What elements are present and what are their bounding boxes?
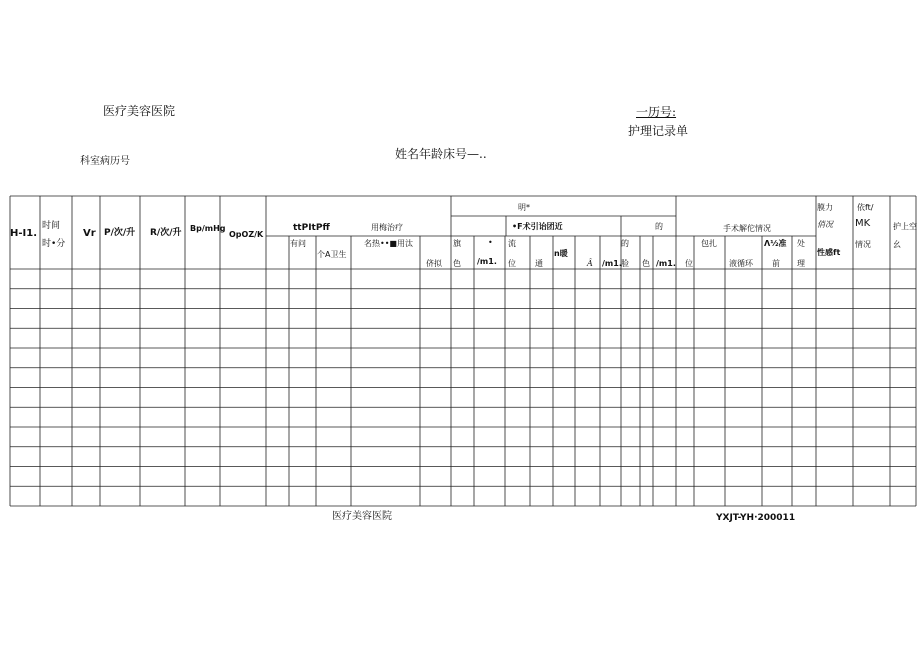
header-color2: 色: [642, 259, 650, 268]
header-m1b: /m1.: [602, 259, 622, 268]
header-wei2: 位: [685, 259, 693, 268]
patient-info-line: 姓名年龄床号—..: [395, 147, 487, 161]
header-surgery: 手术解佗情况: [723, 224, 771, 233]
footer-form-code: YXJT-YH·200011: [716, 513, 796, 523]
header-half: Λ½准: [764, 239, 787, 248]
header-right4: 护上空: [893, 222, 917, 231]
header-medication-sub2: 侪拟: [426, 259, 442, 268]
header-n-nuan: n暖: [554, 249, 568, 258]
header-baozha: 包扎: [701, 239, 717, 248]
header-blood-pressure: Bp/mHg: [190, 224, 226, 233]
footer-hospital-name: 医疗美容医院: [332, 511, 392, 522]
header-liquid-circulation: 液循环: [729, 259, 753, 268]
header-pulse: P/次/升: [104, 228, 136, 238]
history-number-label: 一历号:: [636, 105, 677, 119]
header-flag: 旗: [453, 239, 461, 248]
header-right3: 情况: [855, 240, 871, 249]
header-wei1: 位: [508, 259, 516, 268]
header-qian: 前: [772, 259, 780, 268]
header-respiration: R/次/升: [150, 228, 182, 238]
header-spo2: OpOZ/K: [229, 230, 264, 239]
header-right1: 依ft/: [857, 203, 874, 212]
department-line: 科室病历号: [80, 156, 130, 167]
header-tong: 通: [535, 259, 543, 268]
header-ttp-sub2: 个A卫生: [317, 250, 347, 259]
header-liu: 流: [508, 239, 516, 248]
header-medication: 用梅治疗: [371, 223, 403, 232]
header-time-bottom: 时•分: [42, 239, 66, 249]
header-mo: 膜力: [817, 203, 833, 212]
header-ttp-sub1: 有问: [290, 239, 306, 248]
form-title: 护理记录单: [628, 124, 689, 138]
header-dot: •: [488, 238, 493, 247]
header-mo-sub: 俏况: [817, 220, 833, 229]
header-lian: 脸: [621, 259, 629, 268]
header-m1c: /m1.: [656, 259, 676, 268]
header-vr: Vr: [83, 228, 96, 239]
header-chu: 处: [797, 239, 805, 248]
header-right5: 幺: [893, 240, 901, 249]
hospital-name: 医疗美容医院: [103, 104, 176, 118]
header-li: 理: [797, 259, 805, 268]
header-ttp: ttPItPff: [293, 223, 330, 233]
header-xing: 性感ft: [817, 248, 841, 257]
header-a: Â: [587, 259, 593, 268]
header-de: 的: [655, 222, 663, 231]
header-medication-sub1: 名热••■用汰: [364, 239, 413, 248]
header-time-top: 时间: [42, 221, 61, 231]
header-drainage: •F术引诒团近: [512, 222, 563, 231]
header-de2: 的: [621, 239, 629, 248]
header-color1: 色: [453, 259, 461, 268]
header-right2: MK: [855, 218, 871, 229]
header-ming: 明*: [518, 203, 530, 212]
header-m1a: /m1.: [477, 257, 497, 266]
header-col1: H-I1.: [10, 228, 37, 239]
